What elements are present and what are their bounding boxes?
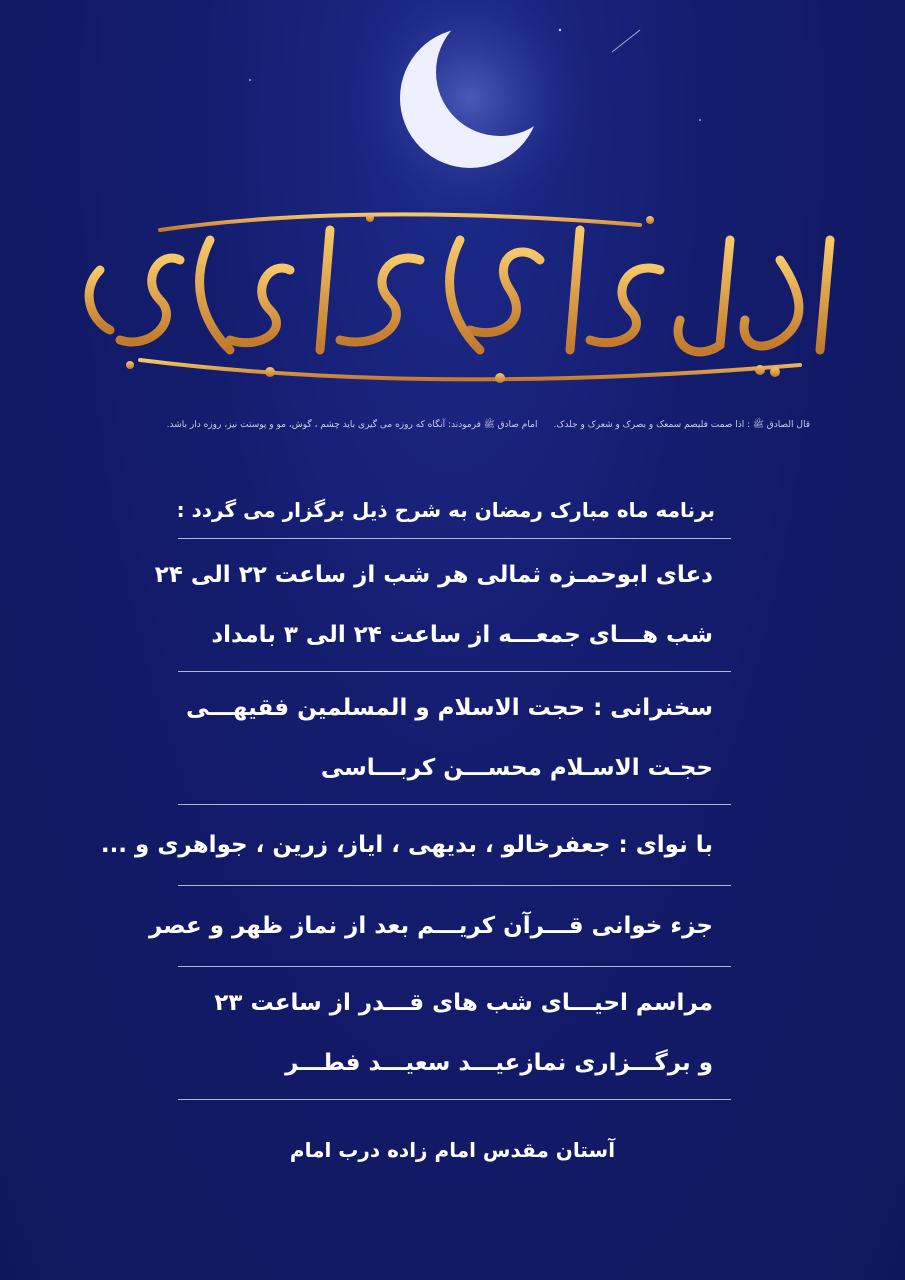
divider	[178, 538, 731, 539]
program-item-quran	[149, 886, 731, 966]
program-intro: برنامه ماه مبارک رمضان به شرح ذیل برگزار می گردد :	[176, 498, 715, 522]
program-line: حجـت الاسـلام محســـن کربـــاسی	[320, 755, 713, 781]
divider	[178, 804, 731, 805]
program-line: سخنرانی : حجت الاسلام و المسلمین فقیهـــی	[186, 695, 713, 721]
program-line: جزء خوانی قـــرآن کریـــم بعد از نماز ظهر و عصر	[149, 913, 713, 939]
divider	[178, 885, 731, 886]
program-line: دعای ابوحمـزه ثمالی هر شب از ساعت ۲۲ الی ۲۴	[154, 562, 713, 588]
star-icon	[699, 119, 701, 121]
organizer-name: آستان مقدس امام زاده درب امام	[289, 1138, 616, 1162]
program-item-lecture	[178, 672, 731, 804]
hadith-arabic-text: قال الصادق ﷺ : اذا صمت فلیصم سمعک و بصرک و شعرک و جلدک.	[553, 420, 810, 430]
program-line: مراسم احیـــای شب های قـــدر از ساعت ۲۳	[214, 990, 713, 1016]
program-line: با نوای : جعفرخالو ، بدیهی ، ایاز، زرین ، جواهری و ...	[100, 832, 713, 858]
hadith-translation-text: امام صادق ﷺ فرمودند: آنگاه که روزه می گیری باید چشم ، گوش، مو و پوستت نیز، روزه دار باشد.	[166, 420, 538, 430]
star-icon	[249, 79, 251, 81]
program-item-qadr-eid	[178, 967, 731, 1099]
program-item-dua	[154, 539, 731, 671]
divider	[178, 671, 731, 672]
program-line: شب هـــای جمعـــه از ساعت ۲۴ الی ۳ بامداد	[211, 622, 713, 648]
program-schedule	[100, 488, 731, 1100]
hadith-caption	[90, 418, 810, 432]
program-line: و برگـــزاری نمازعیـــد سعیـــد فطـــر	[285, 1050, 713, 1076]
divider	[178, 1099, 731, 1100]
star-icon	[559, 29, 561, 31]
program-item-reciters	[100, 805, 731, 885]
arabic-calligraphy-artwork	[40, 200, 870, 400]
divider	[178, 966, 731, 967]
